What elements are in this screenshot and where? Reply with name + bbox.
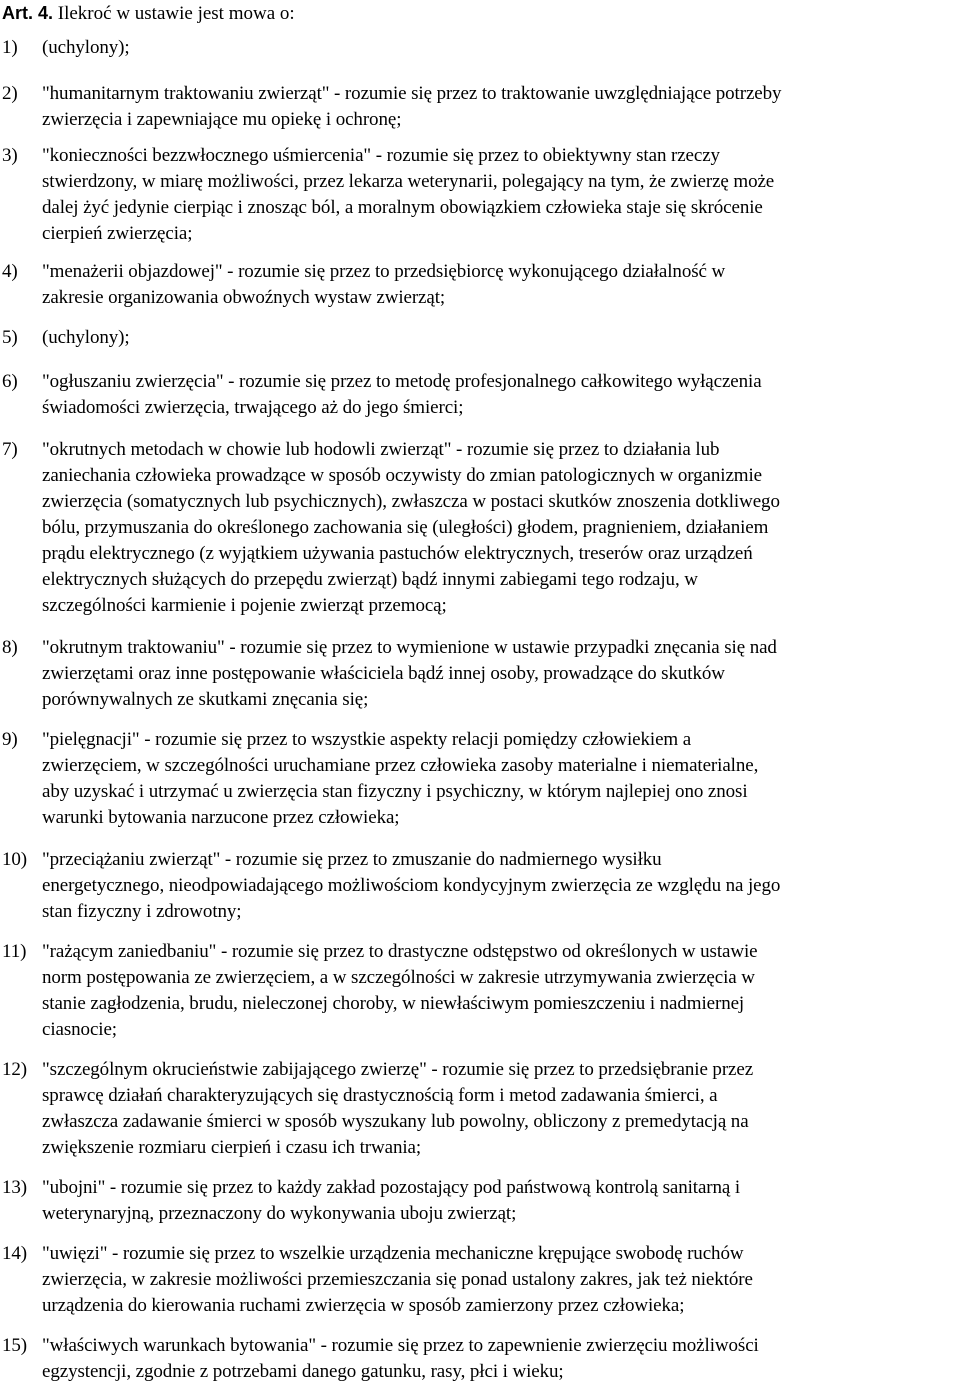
item-text-line: porównywalnych ze skutkami znęcania się; <box>42 689 369 710</box>
definition-item <box>2 81 960 133</box>
item-text-line: "menażerii objazdowej" - rozumie się przez to przedsiębiorcę wykonującego działalność w <box>42 261 726 282</box>
item-number: 8) <box>2 637 18 658</box>
item-text-line: zwierzęcia (somatycznych lub psychicznych), zwłaszcza w postaci skutków znoszenia dotkliwego <box>42 491 780 512</box>
definition-item <box>2 325 960 351</box>
item-text-line: "rażącym zaniedbaniu" - rozumie się przez to drastyczne odstępstwo od określonych w ustawie <box>42 941 758 962</box>
item-text-line: "właściwych warunkach bytowania" - rozumie się przez to zapewnienie zwierzęciu możliwości <box>42 1335 759 1356</box>
item-text-line: egzystencji, zgodnie z potrzebami danego gatunku, rasy, płci i wieku; <box>42 1361 564 1382</box>
item-text-line: "konieczności bezzwłocznego uśmiercenia" - rozumie się przez to obiektywny stan rzeczy <box>42 145 720 166</box>
item-text-line: stan fizyczny i zdrowotny; <box>42 901 242 922</box>
article-label: Art. 4. <box>2 3 54 23</box>
item-text-line: "szczególnym okrucieństwie zabijającego zwierzę" - rozumie się przez to przedsiębranie przez <box>42 1059 754 1080</box>
item-text-line: "przeciążaniu zwierząt" - rozumie się przez to zmuszanie do nadmiernego wysiłku <box>42 849 662 870</box>
item-number: 4) <box>2 261 18 282</box>
item-text-line: szczególności karmienie i pojenie zwierząt przemocą; <box>42 595 447 616</box>
item-number: 2) <box>2 83 18 104</box>
item-number: 11) <box>2 941 27 962</box>
definition-item <box>2 1175 960 1227</box>
item-text-line: ciasnocie; <box>42 1019 117 1040</box>
item-text-line: cierpień zwierzęcia; <box>42 223 193 244</box>
item-text-line: "uwięzi" - rozumie się przez to wszelkie urządzenia mechaniczne krępujące swobodę ruchów <box>42 1243 744 1264</box>
item-text-line: zwiększenie rozmiaru cierpień i czasu ich trwania; <box>42 1137 422 1158</box>
item-text-line: zwierzętami oraz inne postępowanie właściciela bądź innej osoby, prowadzące do skutków <box>42 663 725 684</box>
item-text-line: zakresie organizowania obwoźnych wystaw zwierząt; <box>42 287 446 308</box>
definition-item <box>2 727 960 831</box>
item-text-line: świadomości zwierzęcia, trwającego aż do jego śmierci; <box>42 397 464 418</box>
article-intro: Ilekroć w ustawie jest mowa o: <box>57 3 295 24</box>
item-text-line: "pielęgnacji" - rozumie się przez to wszystkie aspekty relacji pomiędzy człowiekiem a <box>42 729 692 750</box>
item-text-line: zaniechania człowieka prowadzące w sposób oczywisty do zmian patologicznych w organizmie <box>42 465 762 486</box>
definition-item <box>2 635 960 713</box>
item-text-line: prądu elektrycznego (z wyjątkiem używania pastuchów elektrycznych, treserów oraz urządzeń <box>42 543 753 564</box>
item-text-line: energetycznego, nieodpowiadającego możliwościom kondycyjnym zwierzęcia ze względu na jego <box>42 875 781 896</box>
item-text-line: aby uzyskać i utrzymać u zwierzęcia stan fizyczny i psychiczny, w którym najlepiej ono znosi <box>42 781 748 802</box>
item-text-line: (uchylony); <box>42 37 130 58</box>
item-text-line: elektrycznych służących do przepędu zwierząt) bądź innymi zabiegami tego rodzaju, w <box>42 569 698 590</box>
item-text-line: norm postępowania ze zwierzęciem, a w szczególności w zakresie utrzymywania zwierzęcia w <box>42 967 755 988</box>
item-number: 15) <box>2 1335 28 1356</box>
definition-item <box>2 369 960 421</box>
definition-item <box>2 1333 960 1385</box>
item-text-line: "ubojni" - rozumie się przez to każdy zakład pozostający pod państwową kontrolą sanitarną i <box>42 1177 741 1198</box>
definition-item <box>2 939 960 1043</box>
item-text-line: urządzenia do kierowania ruchami zwierzęcia w sposób zamierzony przez człowieka; <box>42 1295 685 1316</box>
item-number: 9) <box>2 729 18 750</box>
item-text-line: sprawcę działań charakteryzujących się drastycznością form i metod zadawania śmierci, a <box>42 1085 718 1106</box>
item-text-line: stwierdzony, w miarę możliwości, przez lekarza weterynarii, polegający na tym, że zwierzę może <box>42 171 775 192</box>
definition-item <box>2 847 960 925</box>
definition-item <box>2 35 960 61</box>
item-text-line: "ogłuszaniu zwierzęcia" - rozumie się przez to metodę profesjonalnego całkowitego wyłączenia <box>42 371 762 392</box>
item-text-line: "okrutnych metodach w chowie lub hodowli zwierząt" - rozumie się przez to działania lub <box>42 439 720 460</box>
item-text-line: dalej żyć jedynie cierpiąc i znosząc ból, a moralnym obowiązkiem człowieka staje się skrócenie <box>42 197 763 218</box>
item-number: 13) <box>2 1177 28 1198</box>
article-heading <box>2 0 960 25</box>
definition-item <box>2 143 960 247</box>
item-number: 3) <box>2 145 18 166</box>
item-text-line: zwierzęcia, w zakresie możliwości przemieszczania się ponad ustalony zakres, jak też niektóre <box>42 1269 753 1290</box>
item-text-line: (uchylony); <box>42 327 130 348</box>
item-number: 6) <box>2 371 18 392</box>
item-number: 7) <box>2 439 18 460</box>
item-number: 10) <box>2 849 28 870</box>
item-text-line: warunki bytowania narzucone przez człowieka; <box>42 807 400 828</box>
item-text-line: zwierzęcia i zapewniające mu opiekę i ochronę; <box>42 109 402 130</box>
item-text-line: stanie zagłodzenia, brudu, nieleczonej choroby, w niewłaściwym pomieszczeniu i nadmiernej <box>42 993 745 1014</box>
item-text-line: weterynaryjną, przeznaczony do wykonywania uboju zwierząt; <box>42 1203 517 1224</box>
item-number: 1) <box>2 37 18 58</box>
item-text-line: "humanitarnym traktowaniu zwierząt" - rozumie się przez to traktowanie uwzględniające potrzeby <box>42 83 782 104</box>
item-text-line: bólu, przymuszania do określonego zachowania się (uległości) głodem, pragnieniem, działaniem <box>42 517 769 538</box>
definitions-list <box>2 35 960 1385</box>
definition-item <box>2 437 960 619</box>
item-text-line: zwłaszcza zadawanie śmierci w sposób wyszukany lub powolny, obliczony z premedytacją na <box>42 1111 749 1132</box>
item-number: 5) <box>2 327 18 348</box>
definition-item <box>2 259 960 311</box>
item-number: 12) <box>2 1059 28 1080</box>
definition-item <box>2 1057 960 1161</box>
item-number: 14) <box>2 1243 28 1264</box>
definition-item <box>2 1241 960 1319</box>
item-text-line: zwierzęciem, w szczególności uruchamiane przez człowieka zasoby materialne i niematerialne, <box>42 755 759 776</box>
item-text-line: "okrutnym traktowaniu" - rozumie się przez to wymienione w ustawie przypadki znęcania się nad <box>42 637 777 658</box>
